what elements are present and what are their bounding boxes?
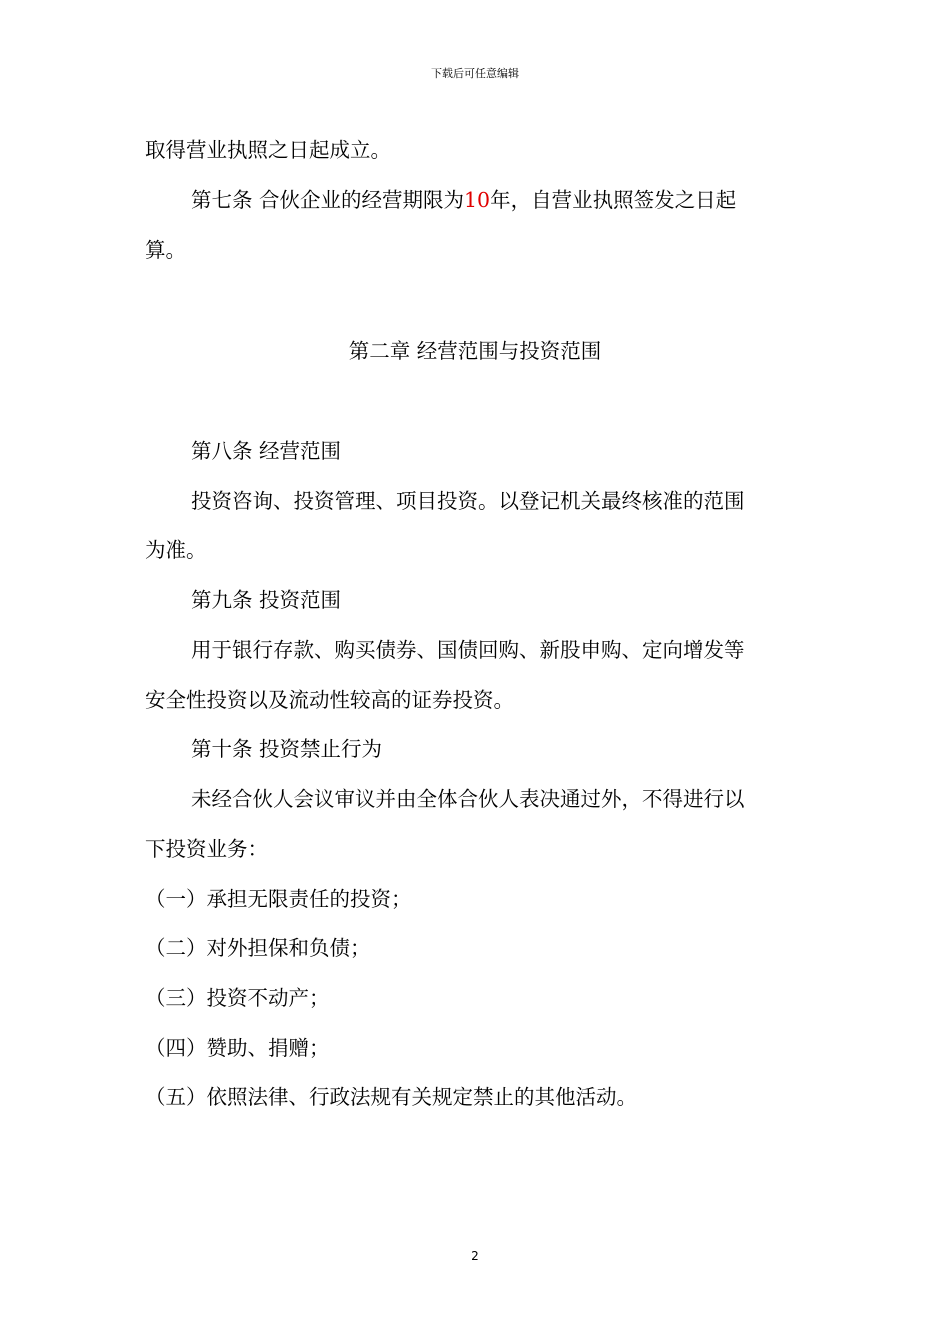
- article-8-title: 第八条 经营范围: [191, 439, 342, 463]
- article-7-text-b: 年，自营业执照签发之日起: [490, 188, 737, 212]
- article-7-line-2: 算。: [145, 238, 186, 262]
- article-9-line-2: 安全性投资以及流动性较高的证券投资。: [145, 688, 514, 712]
- article-8-line-1: 投资咨询、投资管理、项目投资。以登记机关最终核准的范围: [191, 489, 745, 513]
- list-item: （四）赞助、捐赠；: [145, 1036, 330, 1060]
- article-10-line-2: 下投资业务：: [145, 837, 268, 861]
- article-9-line-1: 用于银行存款、购买债券、国债回购、新股申购、定向增发等: [191, 638, 745, 662]
- list-item: （三）投资不动产；: [145, 986, 330, 1010]
- list-item: （五）依照法律、行政法规有关规定禁止的其他活动。: [145, 1085, 637, 1109]
- article-10-title: 第十条 投资禁止行为: [191, 737, 383, 761]
- list-item: （一）承担无限责任的投资；: [145, 887, 412, 911]
- article-10-line-1: 未经合伙人会议审议并由全体合伙人表决通过外，不得进行以: [191, 787, 745, 811]
- article-8-line-2: 为准。: [145, 538, 207, 562]
- list-item: （二）对外担保和负债；: [145, 936, 371, 960]
- page-header: 下载后可任意编辑: [431, 67, 519, 80]
- article-7-years: 10: [464, 188, 491, 212]
- article-7-line-1: [191, 186, 871, 214]
- article-7-text-a: 第七条 合伙企业的经营期限为: [191, 188, 465, 212]
- chapter-2-title: 第二章 经营范围与投资范围: [348, 339, 602, 363]
- article-9-title: 第九条 投资范围: [191, 588, 342, 612]
- page-number: 2: [471, 1249, 479, 1263]
- article-6-end: 取得营业执照之日起成立。: [145, 138, 391, 162]
